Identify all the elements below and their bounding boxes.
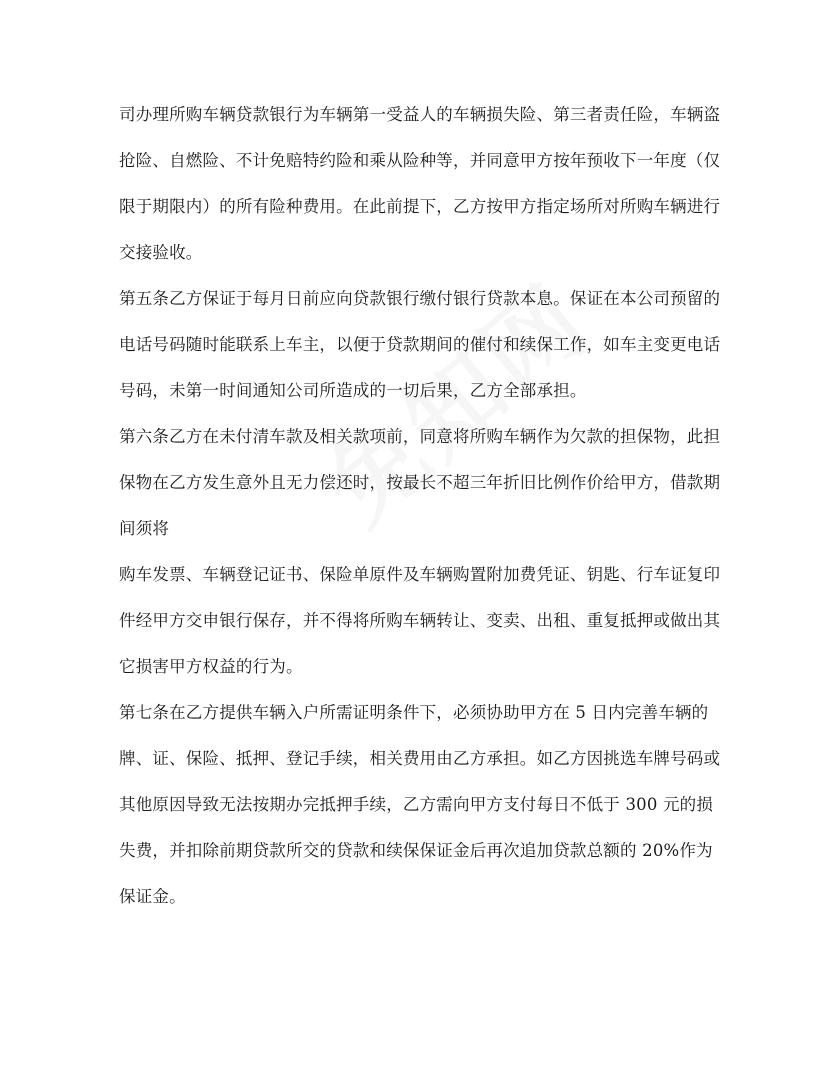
text-line: 失费，并扣除前期贷款所交的贷款和续保保证金后再次追加贷款总额的 20%作为 <box>119 841 713 860</box>
text-line: 购车发票、车辆登记证书、保险单原件及车辆购置附加费凭证、钥匙、行车证复印 <box>119 565 721 584</box>
text-line: 件经甲方交申银行保存，并不得将所购车辆转让、变卖、出租、重复抵押或做出其 <box>119 611 721 630</box>
text-line: 保物在乙方发生意外且无力偿还时，按最长不超三年折旧比例作价给甲方，借款期 <box>119 473 721 492</box>
text-line: 它损害甲方权益的行为。 <box>119 657 303 676</box>
text-line: 间须将 <box>119 519 170 538</box>
text-line: 牌、证、保险、抵押、登记手续，相关费用由乙方承担。如乙方因挑选车牌号码或 <box>119 749 721 768</box>
text-line: 交接验收。 <box>119 243 203 262</box>
text-line: 第五条乙方保证于每月日前应向贷款银行缴付银行贷款本息。保证在本公司预留的 <box>119 289 721 308</box>
text-line: 其他原因导致无法按期办完抵押手续，乙方需向甲方支付每日不低于 300 元的损 <box>119 795 714 814</box>
text-line: 保证金。 <box>119 887 186 906</box>
text-line: 抢险、自燃险、不计免赔特约险和乘从险种等，并同意甲方按年预收下一年度（仅 <box>119 151 721 170</box>
text-line: 司办理所购车辆贷款银行为车辆第一受益人的车辆损失险、第三者责任险，车辆盗 <box>119 105 721 124</box>
text-line: 第六条乙方在未付清车款及相关款项前，同意将所购车辆作为欠款的担保物，此担 <box>119 427 721 446</box>
text-line: 第七条在乙方提供车辆入户所需证明条件下，必须协助甲方在 5 日内完善车辆的 <box>119 703 709 722</box>
text-line: 限于期限内）的所有险种费用。在此前提下，乙方按甲方指定场所对所购车辆进行 <box>119 197 721 216</box>
text-line: 电话号码随时能联系上车主，以便于贷款期间的催付和续保工作，如车主变更电话 <box>119 335 721 354</box>
text-line: 号码，未第一时间通知公司所造成的一切后果，乙方全部承担。 <box>119 381 587 400</box>
